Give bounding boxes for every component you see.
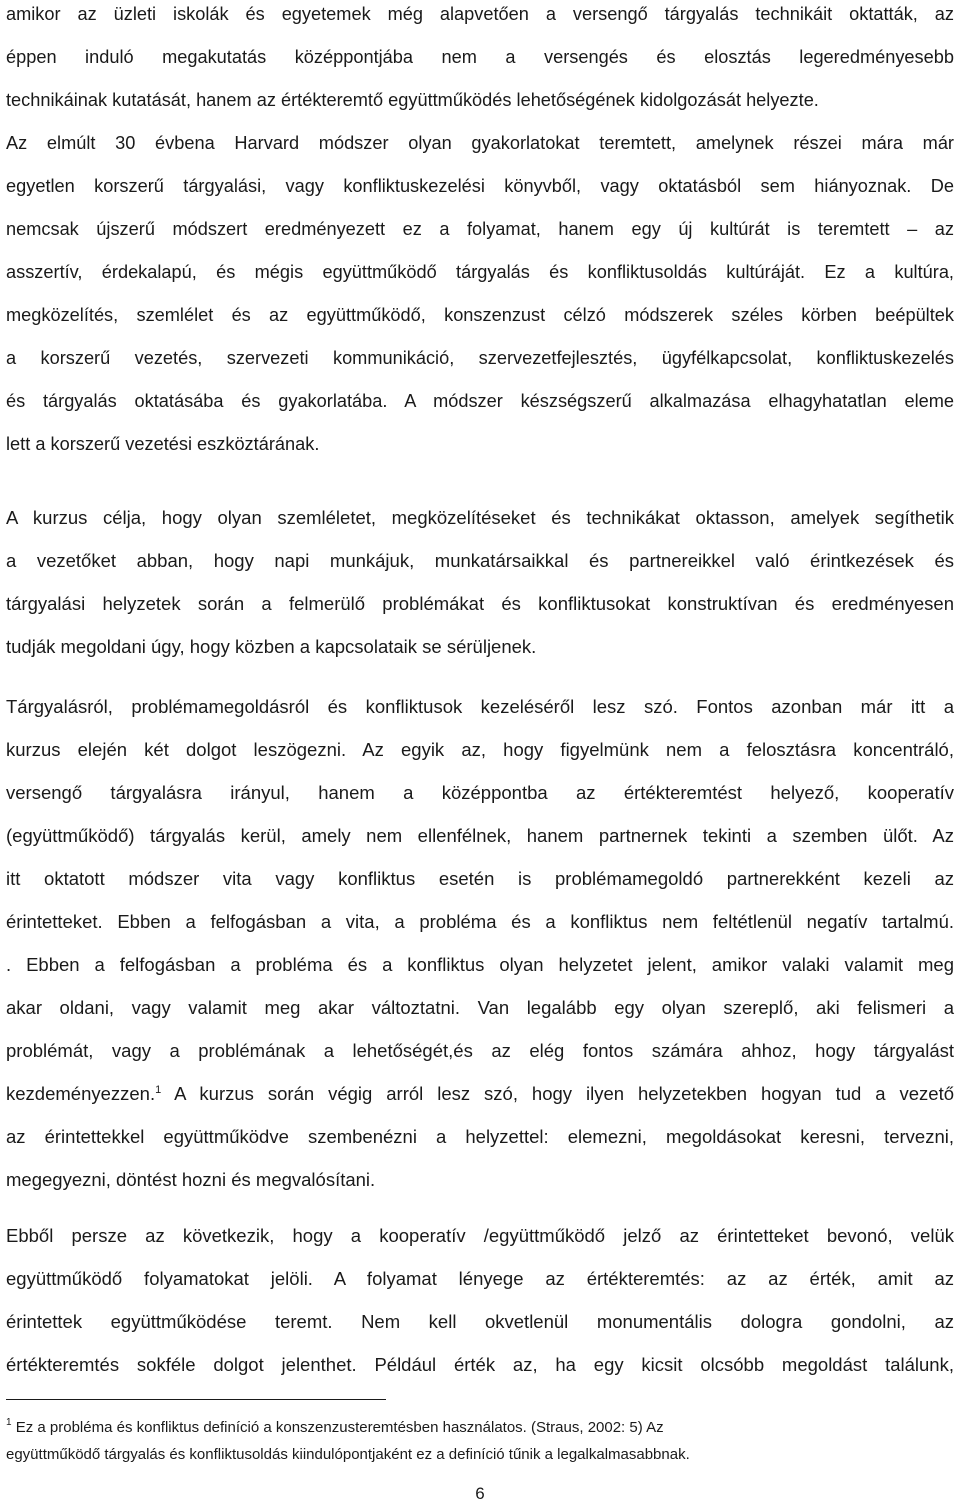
text-line: nemcsak újszerű módszert eredményezett ez a folyamat, hanem egy új kultúrát is teremtett – az <box>6 219 954 239</box>
footnote-number: 1 <box>6 1417 12 1428</box>
text-line: Az elmúlt 30 évbena Harvard módszer olyan gyakorlatokat teremtett, amelynek részei mára már <box>6 133 954 153</box>
text-line: . Ebben a felfogásban a probléma és a konfliktus olyan helyzetet jelent, amikor valaki valamit meg <box>6 954 954 975</box>
paragraph-cooperative-value <box>6 1223 954 1395</box>
text-line: értékteremtés sokféle dolgot jelenthet. Például érték az, ha egy kicsit olcsóbb megoldást találunk, <box>6 1354 954 1375</box>
text-line: éppen induló megakutatás középpontjába nem a versengés és elosztás legeredményesebb <box>6 47 954 67</box>
text-line: itt oktatott módszer vita vagy konfliktus esetén is problémamegoldó partnerekként kezeli az <box>6 868 954 889</box>
text-line: egyetlen korszerű tárgyalási, vagy konfliktuskezelési könyvből, vagy oktatásból sem hiányoznak. De <box>6 176 954 196</box>
text-line: asszertív, érdekalapú, és mégis együttműködő tárgyalás és konfliktusoldás kultúráját. Ez a kultúra, <box>6 262 954 282</box>
text-line: technikáinak kutatását, hanem az értékteremtő együttműködés lehetőségének kidolgozását helyezte. <box>6 90 819 110</box>
text-line: érintetteket. Ebben a felfogásban a vita, a probléma és a konfliktus nem feltétlenül negatív tartalmú. <box>6 911 954 932</box>
paragraph-course-goal <box>6 505 954 677</box>
paragraph-harvard-method <box>6 1 954 474</box>
text-line: akar oldani, vagy valamit meg akar változtatni. Van legalább egy olyan szereplő, aki felismeri a <box>6 997 954 1018</box>
footnote-text: Ez a probléma és konfliktus definíció a konszenzusteremtésben használatos. (Straus, 2002: 5) Az <box>11 1419 664 1436</box>
text-line: A kurzus célja, hogy olyan szemléletet, megközelítéseket és technikákat oktasson, amelyek segíthetik <box>6 507 954 528</box>
footnote-separator <box>6 1399 386 1400</box>
text-line: megközelítés, szemlélet és az együttműködő, konszenzust célzó módszerek széles körben beépültek <box>6 305 954 325</box>
page-number: 6 <box>475 1484 485 1503</box>
footnote <box>6 1418 954 1472</box>
text-line: érintettek együttműködése teremt. Nem kell okvetlenül monumentális dologra gondolni, az <box>6 1311 954 1332</box>
text-line: a vezetőket abban, hogy napi munkájuk, munkatársaikkal és partnereikkel való érintkezések és <box>6 550 954 571</box>
text-line: és tárgyalás oktatásába és gyakorlatába. A módszer készségszerű alkalmazása elhagyhatatlan eleme <box>6 391 954 411</box>
text-fragment: kezdeményezzen. <box>6 1083 156 1104</box>
text-line: Ebből persze az következik, hogy a kooperatív /együttműködő jelző az érintetteket bevonó, velük <box>6 1225 954 1246</box>
text-line: problémát, vagy a problémának a lehetőségét,és az elég fontos számára ahhoz, hogy tárgyalást <box>6 1040 954 1061</box>
footnote-line: együttműködő tárgyalás és konfliktusoldás kiindulópontjaként ez a definíció tűnik a legalkalmasabbnak. <box>6 1446 690 1463</box>
text-line: (együttműködő) tárgyalás kerül, amely nem ellenfélnek, hanem partnernek tekinti a szemben ülőt. Az <box>6 825 954 846</box>
text-line: Tárgyalásról, problémamegoldásról és konfliktusok kezeléséről lesz szó. Fontos azonban már itt a <box>6 696 954 717</box>
text-line: lett a korszerű vezetési eszköztárának. <box>6 434 320 454</box>
text-line: amikor az üzleti iskolák és egyetemek még alapvetően a versengő tárgyalás technikáit oktatták, az <box>6 4 954 24</box>
text-line: az érintettekkel együttműködve szembenézni a helyzettel: elemezni, megoldásokat keresni, tervezni, <box>6 1126 954 1147</box>
text-line: kurzus elején két dolgot leszögezni. Az egyik az, hogy figyelmünk nem a felosztásra koncentráló, <box>6 739 954 760</box>
text-line: tudják megoldani úgy, hogy közben a kapcsolataik se sérüljenek. <box>6 636 537 657</box>
footnote-reference[interactable]: 1 <box>155 1084 162 1096</box>
text-line-with-footnote <box>6 1081 954 1124</box>
text-line: versengő tárgyalásra irányul, hanem a középpontba az értékteremtést helyező, kooperatív <box>6 782 954 803</box>
text-line: megegyezni, döntést hozni és megvalósítani. <box>6 1169 376 1190</box>
text-line: a korszerű vezetés, szervezeti kommunikáció, szervezetfejlesztés, ügyfélkapcsolat, konfliktuskezelés <box>6 348 954 368</box>
paragraph-negotiation-topics <box>6 694 954 1210</box>
text-fragment: A kurzus során végig arról lesz szó, hogy ilyen helyzetekben hogyan tud a vezető <box>161 1083 954 1104</box>
text-line: együttműködő folyamatokat jelöli. A folyamat lényege az értékteremtés: az az érték, amit az <box>6 1268 954 1289</box>
footnote-line <box>6 1418 954 1445</box>
text-line: tárgyalási helyzetek során a felmerülő problémákat és konfliktusokat konstruktívan és eredményesen <box>6 593 954 614</box>
